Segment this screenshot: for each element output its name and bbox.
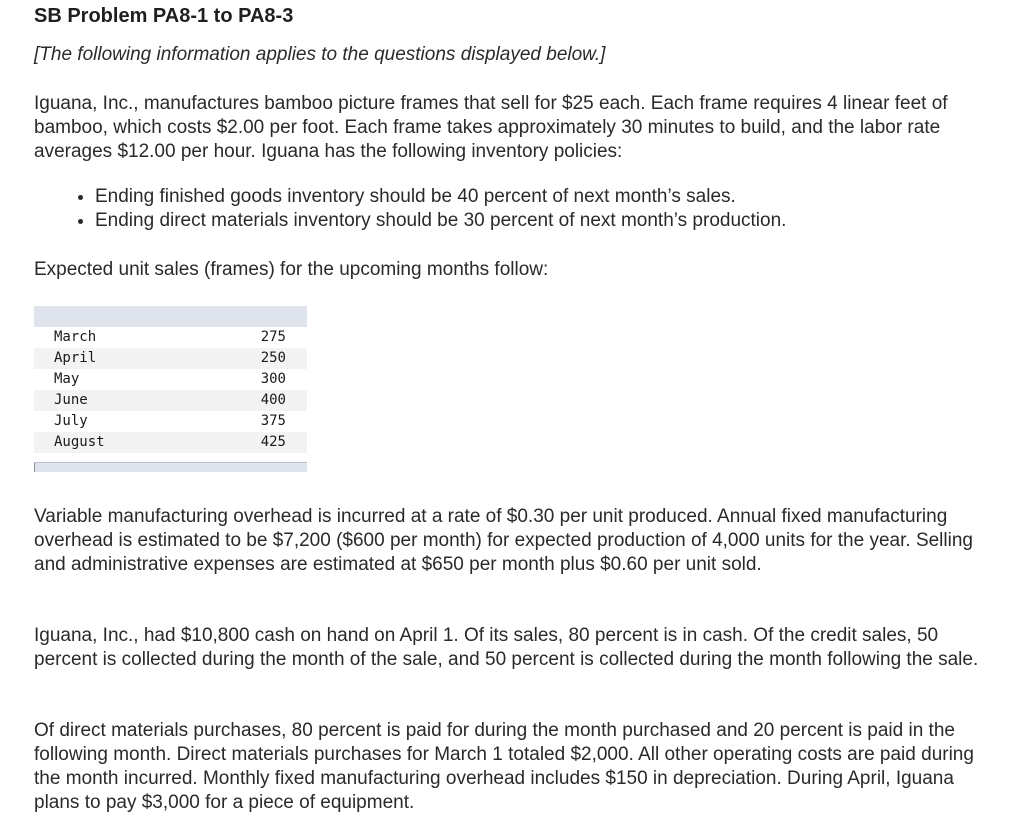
company-description: Iguana, Inc., manufactures bamboo picture frames that sell for $25 each. Each frame requires 4 linear feet of bamboo, which costs $2.00 per foot. Each frame takes approximately 30 minutes to build, and the labor rate averages $12.00 per hour. Iguana has the following inventory policies:	[34, 93, 948, 162]
inventory-policies-list	[74, 185, 786, 233]
units-cell: 425	[260, 434, 286, 450]
payments-description: Of direct materials purchases, 80 percent is paid for during the month purchased and 20 percent is paid in the following month. Direct materials purchases for March 1 totaled $2,000. All other operating costs are paid during the month incurred. Monthly fixed manufacturing overhead includes $150 in depreciation. During April, Iguana plans to pay $3,000 for a piece of equipment.	[34, 720, 974, 813]
units-cell: 275	[260, 329, 286, 345]
table-row	[34, 348, 307, 369]
units-cell: 400	[260, 392, 286, 408]
month-cell: April	[54, 350, 97, 366]
month-cell: June	[54, 392, 88, 408]
overhead-description: Variable manufacturing overhead is incurred at a rate of $0.30 per unit produced. Annual fixed manufacturing overhead is estimated to be $7,200 ($600 per month) for expected production of 4,000 units for the year. Selling and administrative expenses are estimated at $650 per month plus $0.60 per unit sold.	[34, 506, 973, 575]
page-title: SB Problem PA8-1 to PA8-3	[34, 5, 294, 27]
month-cell: May	[54, 371, 80, 387]
month-cell: July	[54, 413, 88, 429]
cash-collections-description: Iguana, Inc., had $10,800 cash on hand on April 1. Of its sales, 80 percent is in cash. Of the credit sales, 50 percent is collected during the month of the sale, and 50 percent is collected during the month following the sale.	[34, 625, 979, 670]
table-footer-bar	[34, 462, 307, 472]
expected-sales-table	[34, 306, 307, 472]
policy-finished-goods: • Ending finished goods inventory should be 40 percent of next month’s sales.	[95, 185, 786, 209]
table-row	[34, 390, 307, 411]
month-cell: March	[54, 329, 97, 345]
intro-note: [The following information applies to the questions displayed below.]	[34, 44, 606, 65]
month-cell: August	[54, 434, 105, 450]
table-row	[34, 432, 307, 453]
table-header-bar	[34, 306, 307, 327]
table-row	[34, 369, 307, 390]
policy-direct-materials: • Ending direct materials inventory should be 30 percent of next month’s production.	[95, 209, 786, 233]
table-row	[34, 411, 307, 432]
units-cell: 250	[260, 350, 286, 366]
units-cell: 300	[260, 371, 286, 387]
table-row	[34, 327, 307, 348]
units-cell: 375	[260, 413, 286, 429]
table-rows	[34, 327, 307, 453]
sales-intro: Expected unit sales (frames) for the upcoming months follow:	[34, 259, 549, 280]
